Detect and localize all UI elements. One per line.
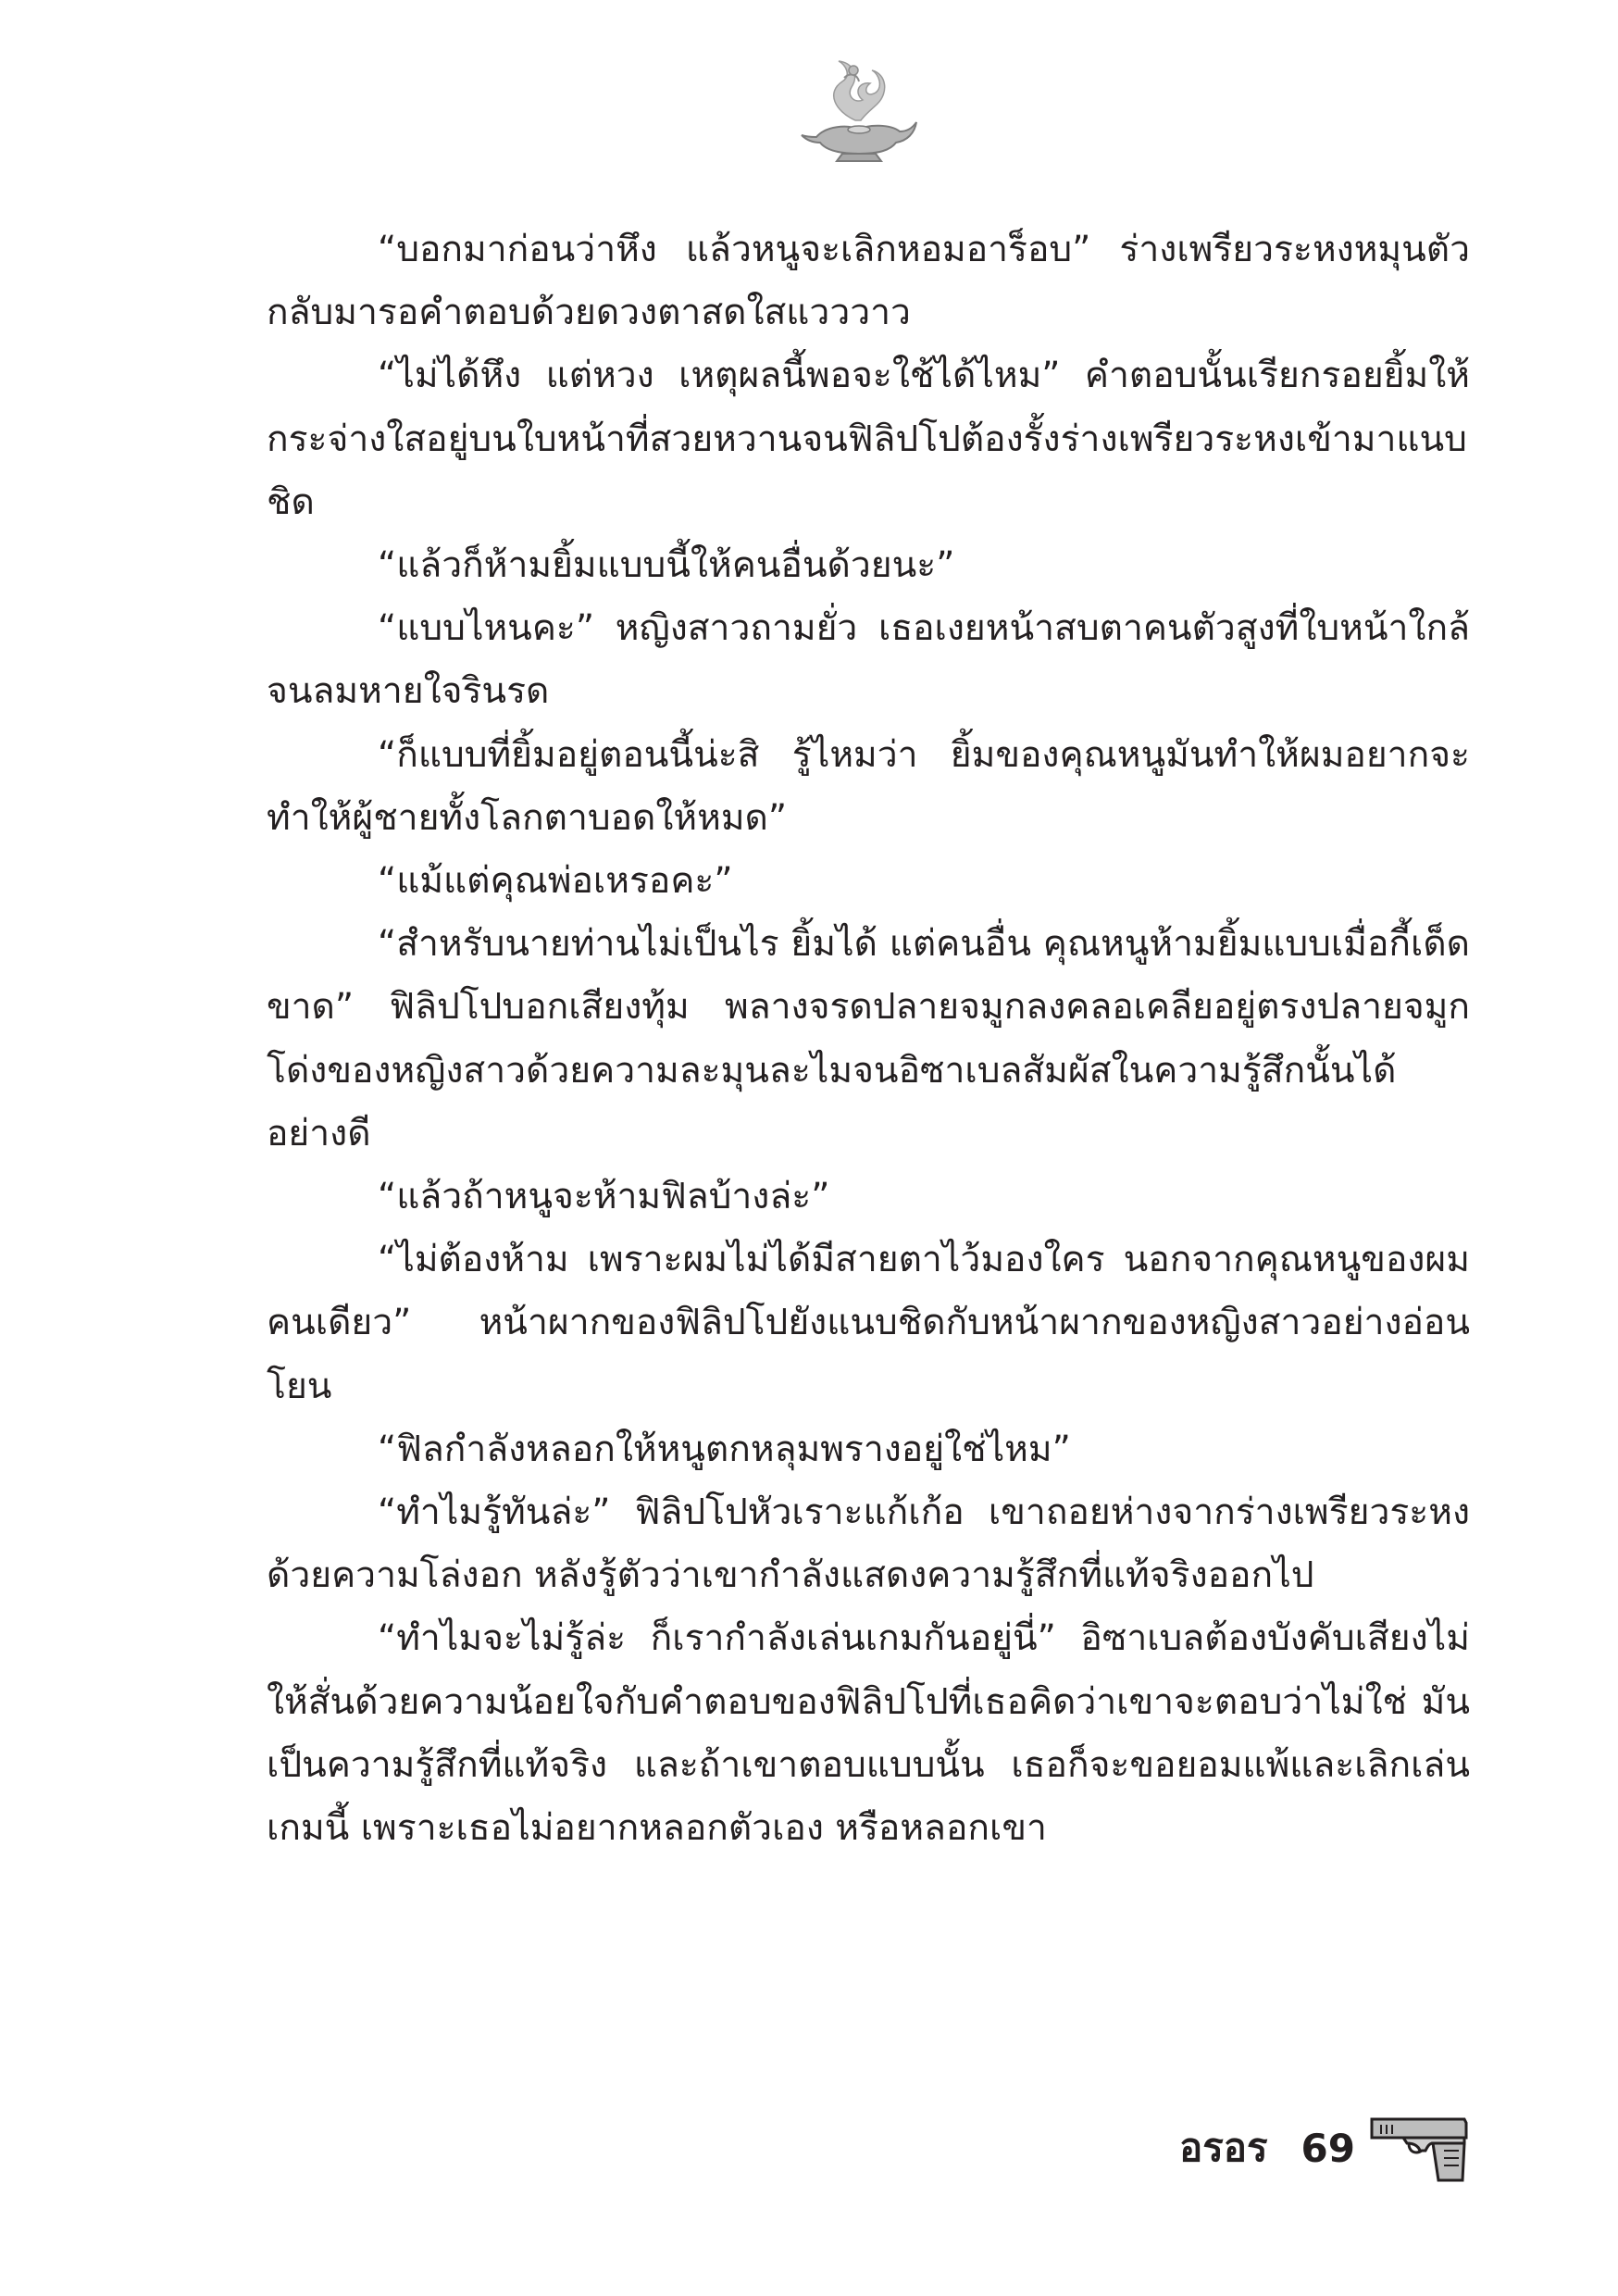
paragraph: “ไม่ได้หึง แต่หวง เหตุผลนี้พอจะใช้ได้ไหม” คำตอบนั้นเรียกรอยยิ้มให้กระจ่างใสอยู่บนใบหน้าที่สวยหวานจนฟิลิปโปต้องรั้งร่างเพรียวระหงเข้ามาแนบชิด xyxy=(267,355,1470,523)
paragraph: “ฟิลกำลังหลอกให้หนูตกหลุมพรางอยู่ใช่ไหม” xyxy=(378,1428,1071,1470)
paragraph: “ทำไมรู้ทันล่ะ” ฟิลิปโปหัวเราะแก้เก้อ เขาถอยห่างจากร่างเพรียวระหงด้วยความโล่งอก หลังรู้ตัวว่าเขากำลังแสดงความรู้สึกที่แท้จริงออกไป xyxy=(267,1491,1470,1597)
page-number: 69 xyxy=(1301,2125,1355,2171)
paragraph: “แม้แต่คุณพ่อเหรอคะ” xyxy=(378,860,733,903)
page-body xyxy=(267,218,1470,1860)
paragraph: “แล้วก็ห้ามยิ้มแบบนี้ให้คนอื่นด้วยนะ” xyxy=(378,544,955,587)
paragraph: “แล้วถ้าหนูจะห้ามฟิลบ้างล่ะ” xyxy=(378,1176,830,1218)
genie-lamp-icon xyxy=(798,56,918,167)
paragraph: “บอกมาก่อนว่าหึง แล้วหนูจะเลิกหอมอาร็อบ” ร่างเพรียวระหงหมุนตัวกลับมารอคำตอบด้วยดวงตาสดใสแวววาว xyxy=(267,229,1470,334)
paragraph: “แบบไหนคะ” หญิงสาวถามยั่ว เธอเงยหน้าสบตาคนตัวสูงที่ใบหน้าใกล้จนลมหายใจรินรด xyxy=(267,607,1470,713)
page-footer xyxy=(1179,2097,1470,2199)
paragraph: “ก็แบบที่ยิ้มอยู่ตอนนี้น่ะสิ รู้ไหมว่า ยิ้มของคุณหนูมันทำให้ผมอยากจะทำให้ผู้ชายทั้งโลกตาบอดให้หมด” xyxy=(267,733,1470,839)
paragraph: “ไม่ต้องห้าม เพราะผมไม่ได้มีสายตาไว้มองใคร นอกจากคุณหนูของผมคนเดียว” หน้าผากของฟิลิปโปยังแนบชิดกับหน้าผากของหญิงสาวอย่างอ่อนโยน xyxy=(267,1239,1470,1407)
paragraph: “สำหรับนายท่านไม่เป็นไร ยิ้มได้ แต่คนอื่น คุณหนูห้ามยิ้มแบบเมื่อกี้เด็ดขาด” ฟิลิปโปบอกเสียงทุ้ม พลางจรดปลายจมูกลงคลอเคลียอยู่ตรงปลายจมูกโด่งของหญิงสาวด้วยความละมุนละไมจนอิซาเบลสัมผัสในความรู้สึกนั้นได้อย่างดี xyxy=(267,923,1470,1154)
author-name: อรอร xyxy=(1178,2125,1268,2170)
pistol-icon xyxy=(1368,2112,1470,2184)
paragraph: “ทำไมจะไม่รู้ล่ะ ก็เรากำลังเล่นเกมกันอยู่นี่” อิซาเบลต้องบังคับเสียงไม่ให้สั่นด้วยความน้อยใจกับคำตอบของฟิลิปโปที่เธอคิดว่าเขาจะตอบว่าไม่ใช่ มันเป็นความรู้สึกที่แท้จริง และถ้าเขาตอบแบบนั้น เธอก็จะขอยอมแพ้และเลิกเล่นเกมนี้ เพราะเธอไม่อยากหลอกตัวเอง หรือหลอกเขา xyxy=(267,1617,1470,1850)
